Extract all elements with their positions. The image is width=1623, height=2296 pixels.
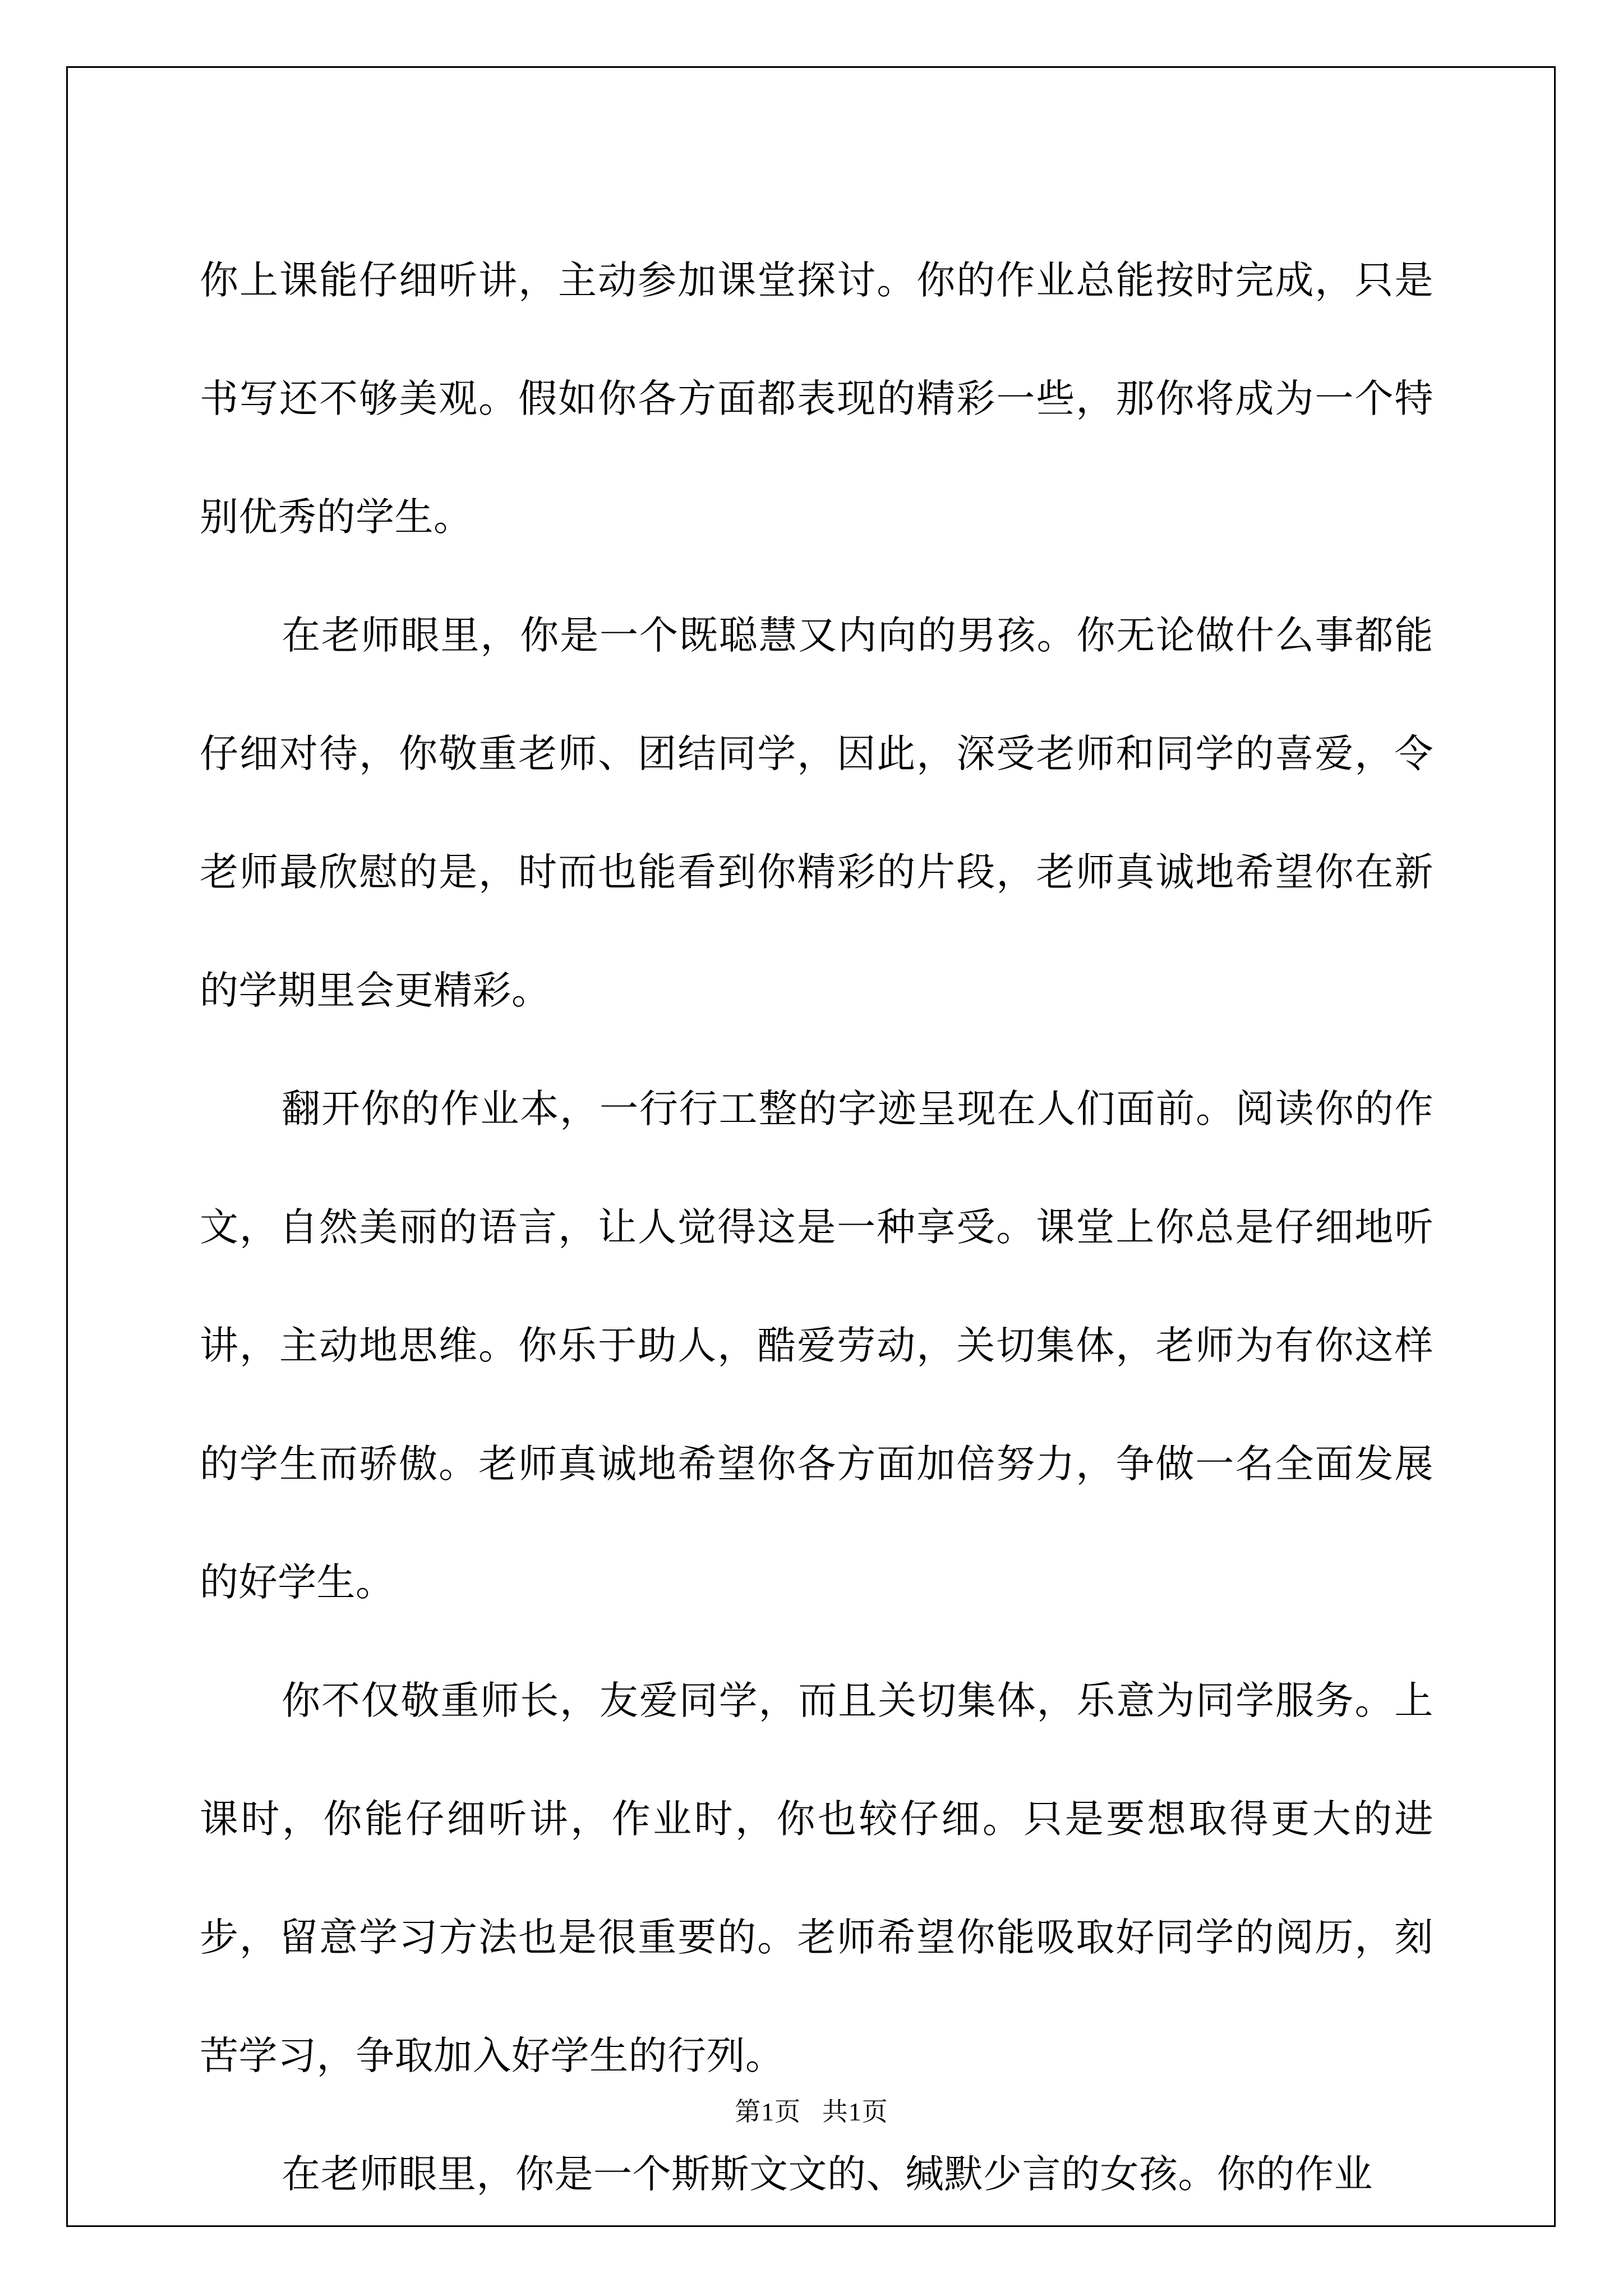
document-body: [200, 222, 1433, 2234]
page-number: 第1页: [735, 2097, 801, 2126]
paragraph-5: 在老师眼里，你是一个斯斯文文的、缄默少言的女孩。你的作业: [282, 2152, 1373, 2197]
page-total: 共1页: [822, 2097, 888, 2126]
page-footer: [0, 2091, 1623, 2128]
paragraph-3: 翻开你的作业本，一行行工整的字迹呈现在人们面前。阅读你的作文，自然美丽的语言，让人觉得这是一种享受。课堂上你总是仔细地听讲，主动地思维。你乐于助人，酷爱劳动，关切集体，老师为有你这样的学生而骄傲。老师真诚地希望你各方面加倍努力，争做一名全面发展的好学生。: [200, 1087, 1433, 1605]
paragraph-1: 你上课能仔细听讲，主动参加课堂探讨。你的作业总能按时完成，只是书写还不够美观。假如你各方面都表现的精彩一些，那你将成为一个特别优秀的学生。: [200, 258, 1433, 540]
paragraph-2: 在老师眼里，你是一个既聪慧又内向的男孩。你无论做什么事都能仔细对待，你敬重老师、团结同学，因此，深受老师和同学的喜爱，令老师最欣慰的是，时而也能看到你精彩的片段，老师真诚地希望你在新的学期里会更精彩。: [200, 613, 1433, 1013]
paragraph-4: 你不仅敬重师长，友爱同学，而且关切集体，乐意为同学服务。上课时，你能仔细听讲，作业时，你也较仔细。只是要想取得更大的进步，留意学习方法也是很重要的。老师希望你能吸取好同学的阅历，刻苦学习，争取加入好学生的行列。: [200, 1678, 1433, 2078]
